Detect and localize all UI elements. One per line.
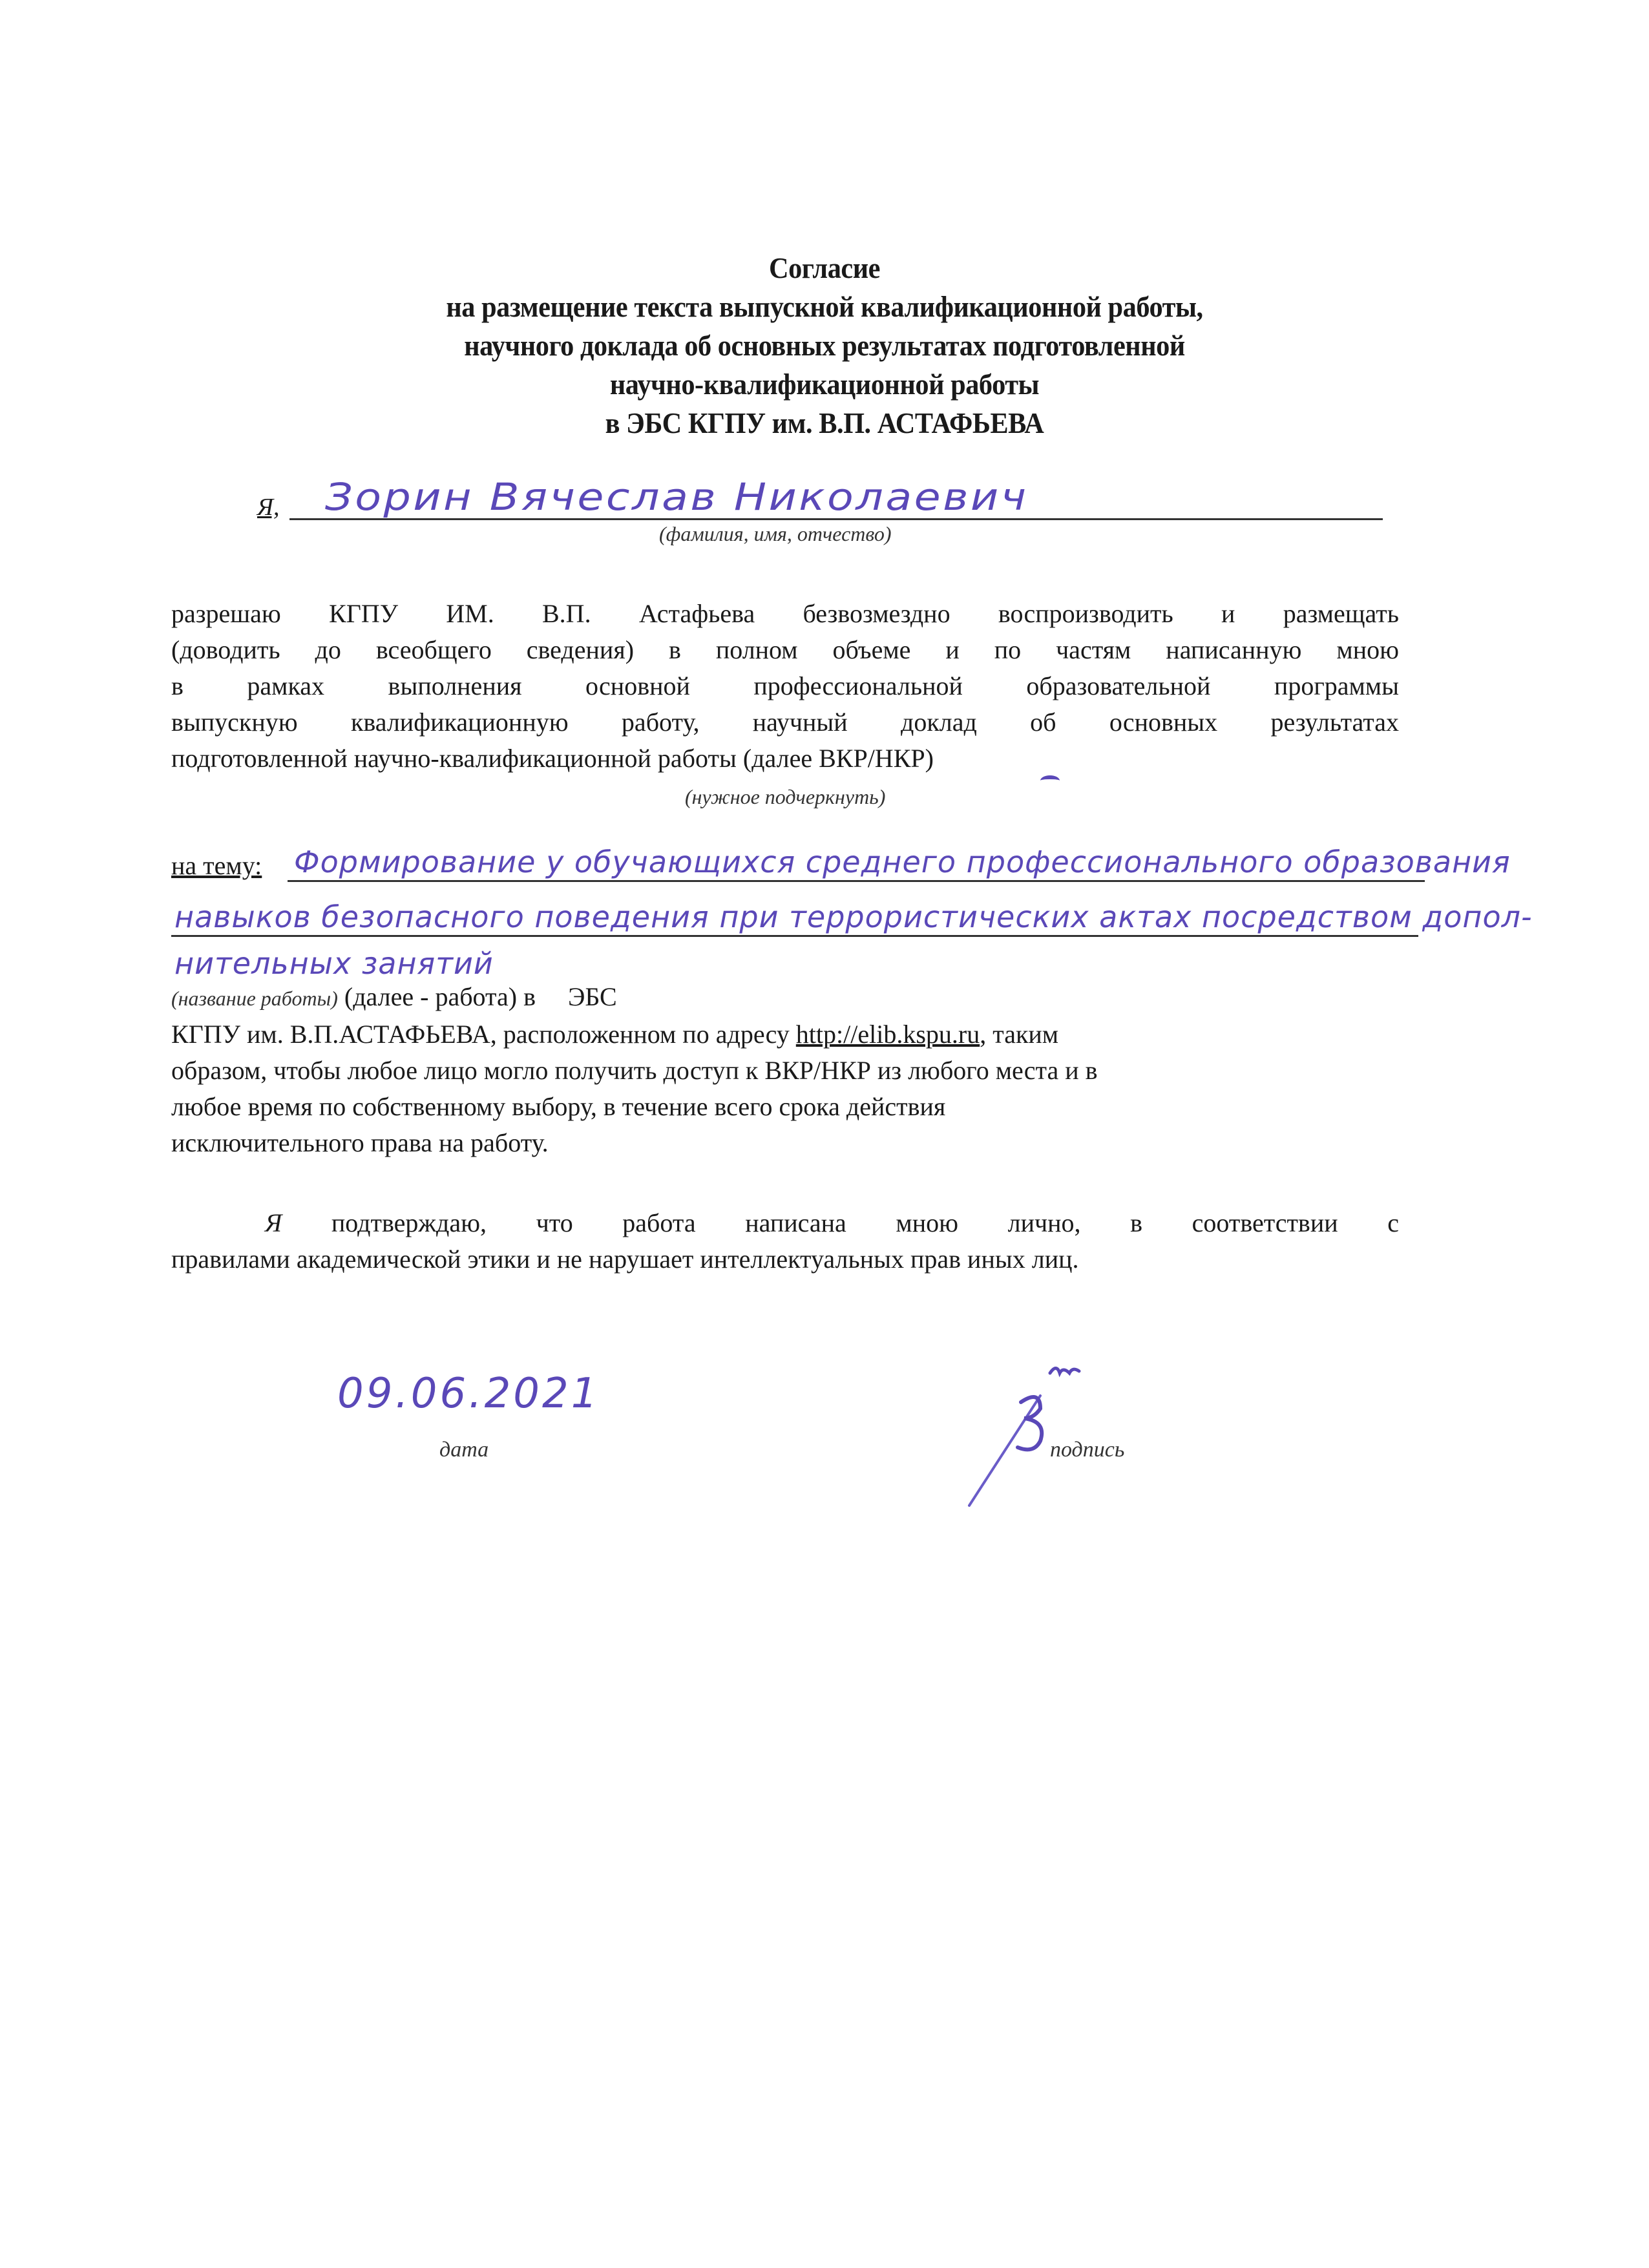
- paragraph-line: [171, 1205, 1399, 1241]
- date-caption: дата: [439, 1438, 489, 1462]
- title-line: научно-квалификационной работы: [609, 368, 1040, 401]
- handwritten-underline-mark: [1040, 775, 1060, 786]
- repository-paragraph: [171, 979, 1399, 1161]
- signature-caption: подпись: [1050, 1438, 1125, 1462]
- paragraph-line: исключительного права на работу.: [171, 1128, 549, 1157]
- handwritten-date: 09.06.2021: [337, 1370, 600, 1418]
- name-field-row: [257, 475, 1383, 527]
- title-line: в ЭБС КГПУ им. В.П. АСТАФЬЕВА: [605, 406, 1044, 439]
- paragraph-text: Я: [265, 1208, 282, 1237]
- title-line: научного доклада об основных результатах подготовленной: [464, 329, 1185, 362]
- permission-paragraph: [171, 596, 1399, 777]
- paragraph-line: подготовленной научно-квалификационной работы (далее ВКР/НКР): [171, 744, 934, 773]
- elib-link[interactable]: http://elib.kspu.ru: [795, 1020, 980, 1049]
- work-title-caption: (название работы): [171, 987, 338, 1010]
- paragraph-line: образом, чтобы любое лицо могло получить доступ к ВКР/НКР из любого места и в: [171, 1056, 1098, 1085]
- paragraph-line: (доводить до всеобщего сведения) в полном объеме и по частям написанную мною: [171, 635, 1399, 664]
- topic-row: [171, 945, 1425, 983]
- document-title: [66, 249, 1583, 443]
- topic-underline: [171, 935, 1418, 937]
- paragraph-line: в рамках выполнения основной профессиональной образовательной программы: [171, 671, 1399, 700]
- topic-underline: [288, 880, 1425, 882]
- topic-row: [171, 835, 1511, 890]
- confirmation-paragraph: [171, 1205, 1399, 1277]
- title-line: на размещение текста выпускной квалификационной работы,: [446, 290, 1203, 323]
- signature-icon: [943, 1357, 1176, 1512]
- name-caption: (фамилия, имя, отчество): [659, 522, 892, 545]
- topic-label: на тему:: [171, 851, 262, 880]
- paragraph-line: выпускную квалификационную работу, научный доклад об основных результатах: [171, 708, 1399, 737]
- handwritten-topic-line: нительных занятий: [174, 946, 494, 981]
- paragraph-line: разрешаю КГПУ ИМ. В.П. Астафьева безвозмездно воспроизводить и размещать: [171, 599, 1399, 628]
- name-prefix: Я,: [257, 494, 280, 521]
- title-line: Согласие: [769, 251, 880, 284]
- paragraph-line: любое время по собственному выбору, в течение всего срока действия: [171, 1092, 946, 1121]
- paragraph-text: , таким: [980, 1020, 1059, 1049]
- handwritten-topic-line: навыков безопасного поведения при террористических актах посредством допол-: [174, 899, 1533, 934]
- paragraph-text: КГПУ им. В.П.АСТАФЬЕВА, расположенном по адресу: [171, 1020, 796, 1049]
- underline-caption: (нужное подчеркнуть): [685, 785, 886, 808]
- paragraph-line: правилами академической этики и не нарушает интеллектуальных прав иных лиц.: [171, 1244, 1079, 1274]
- topic-row: [171, 890, 1533, 945]
- paragraph-line: [171, 1016, 1399, 1053]
- paragraph-text: (далее - работа) в ЭБС: [337, 982, 617, 1011]
- handwritten-topic-line: Формирование у обучающихся среднего профессионального образования: [294, 845, 1511, 879]
- paragraph-line: [171, 979, 1399, 1016]
- topic-field: [171, 835, 1533, 983]
- paragraph-text: подтверждаю, что работа написана мною лично, в соответствии с: [282, 1208, 1399, 1237]
- handwritten-full-name: Зорин Вячеслав Николаевич: [325, 475, 1029, 519]
